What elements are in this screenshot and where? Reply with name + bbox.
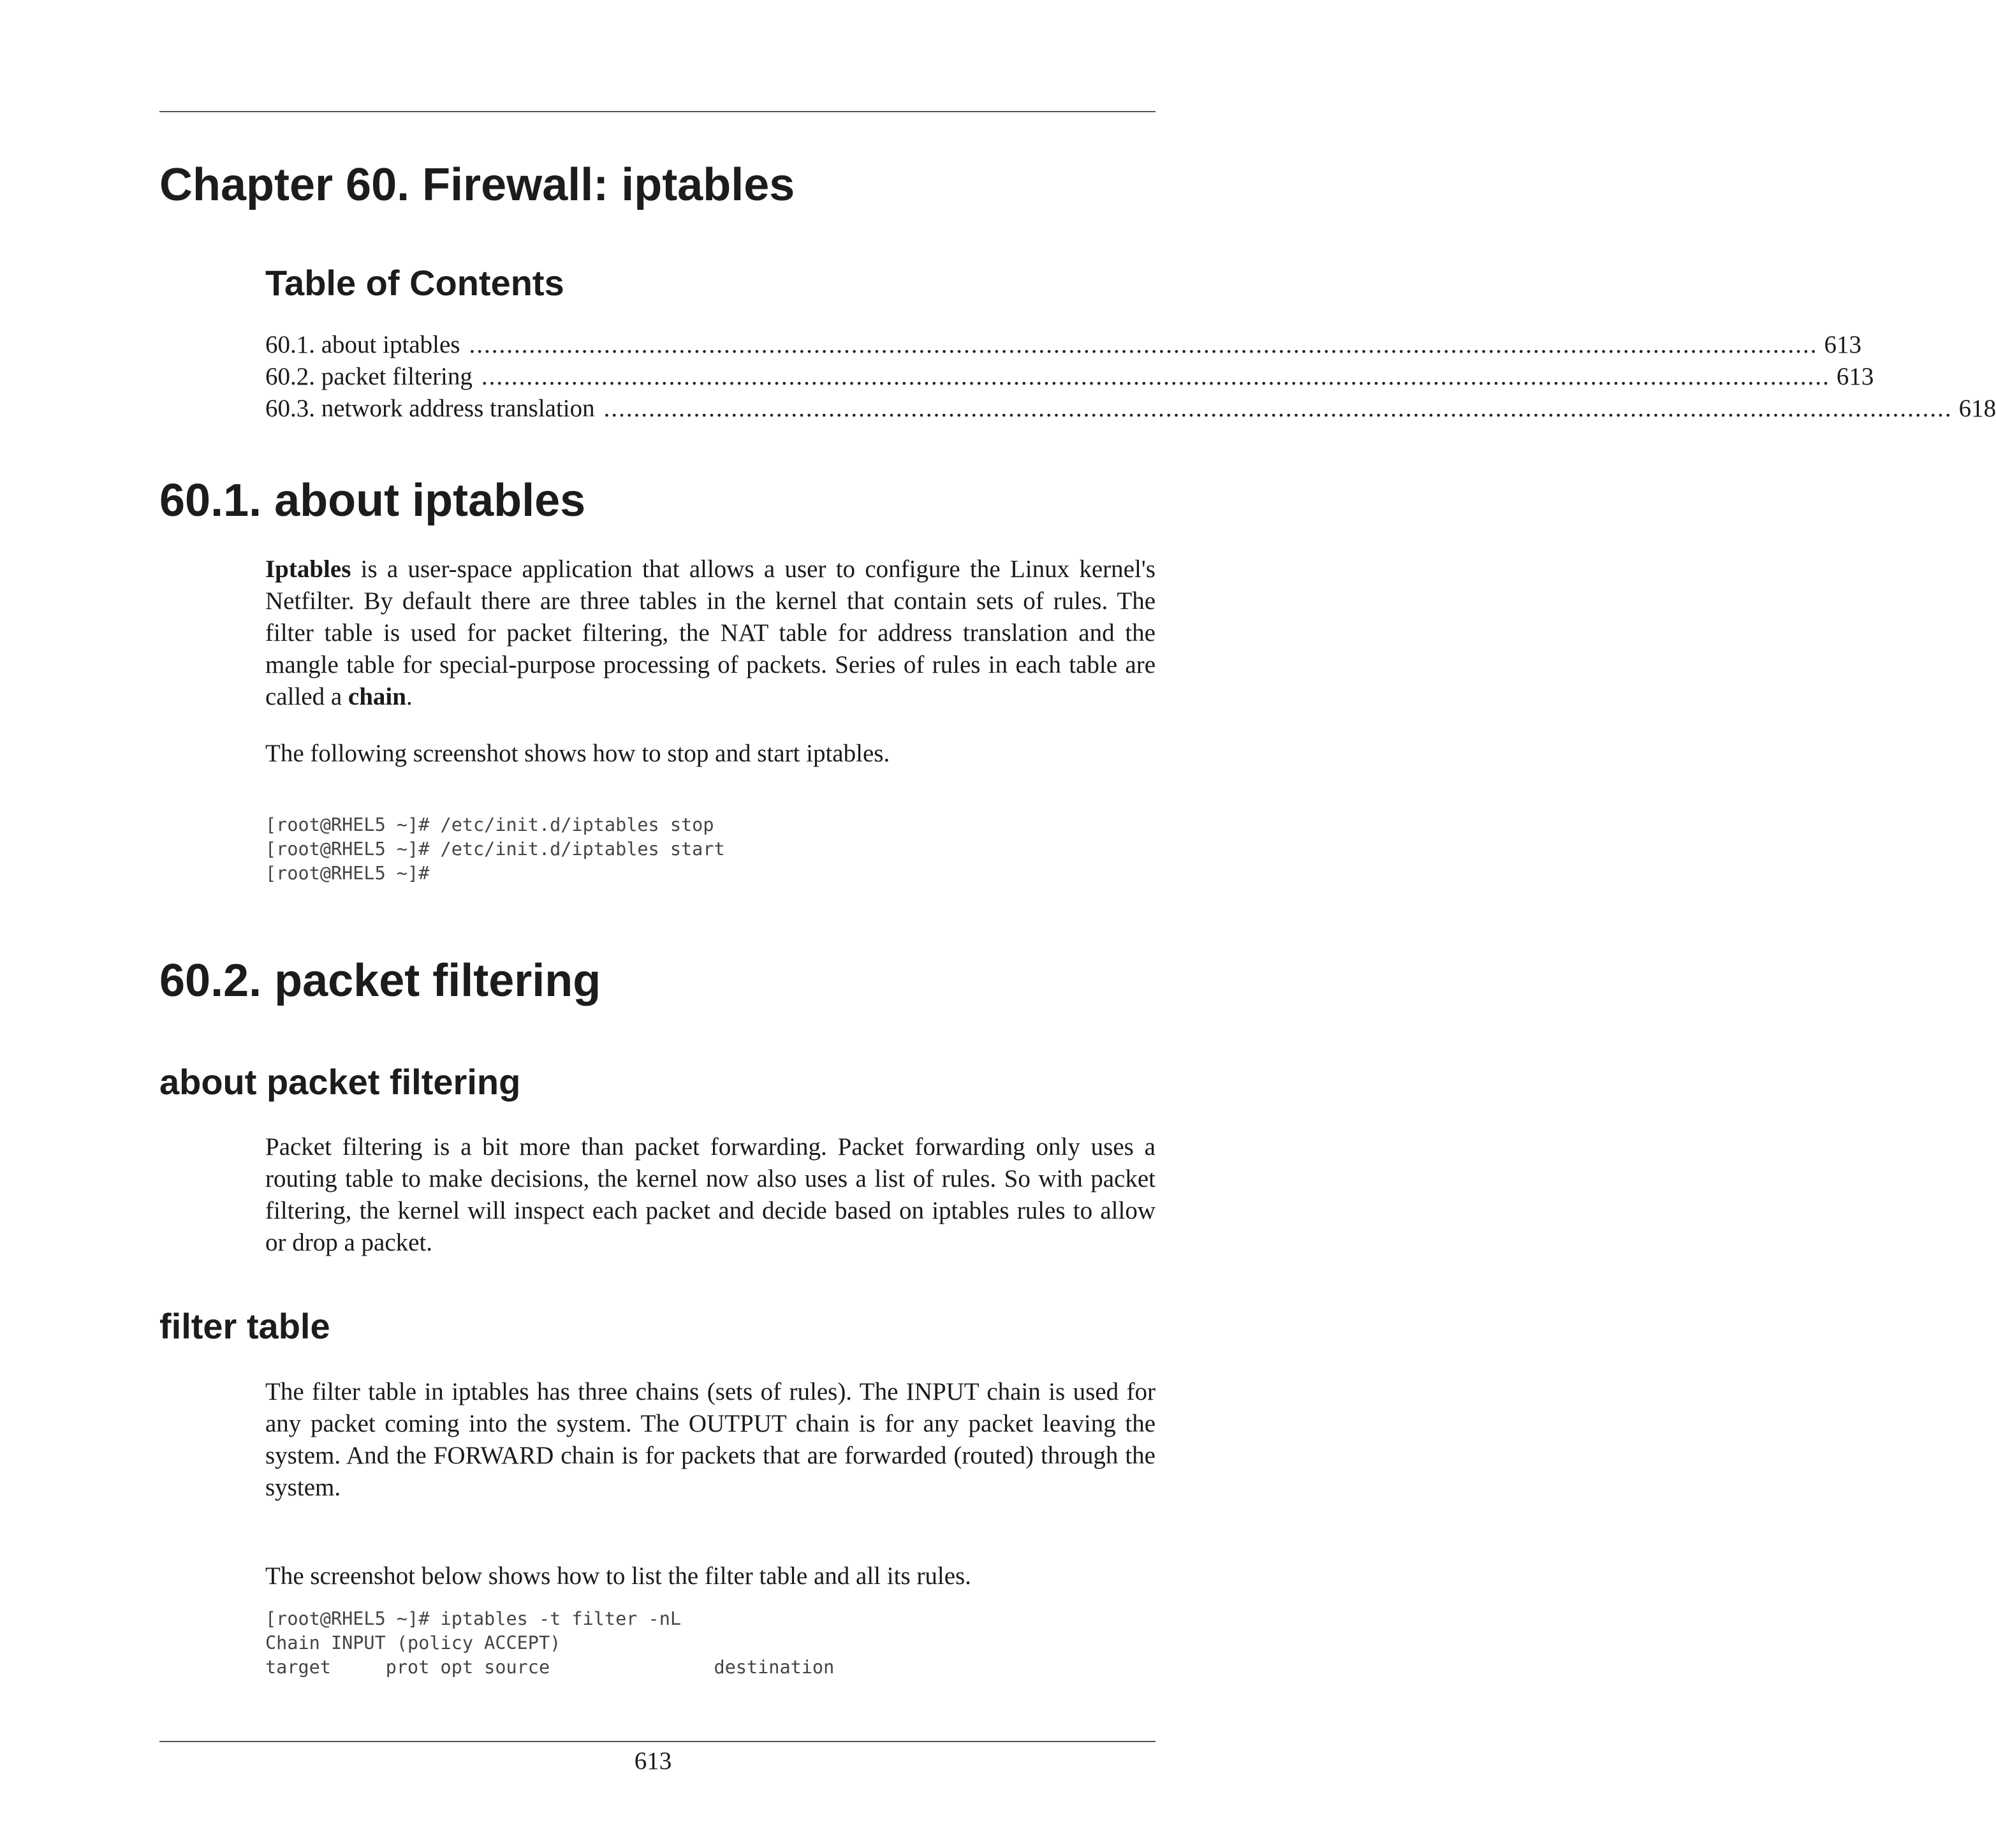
toc-entry-page: 618 — [1958, 395, 1996, 422]
toc-leader-dots: .................................................................................................................................................................................... — [481, 363, 1830, 390]
section-title-about-iptables: 60.1. about iptables — [159, 475, 586, 526]
filter-list-code-block: [root@RHEL5 ~]# iptables -t filter -nL Chain INPUT (policy ACCEPT) target prot opt source destination — [265, 1608, 835, 1678]
chain-bold-term: chain — [348, 683, 406, 710]
toc-entry-label: 60.2. packet filtering — [265, 363, 473, 390]
section-title-packet-filtering: 60.2. packet filtering — [159, 955, 601, 1006]
toc-entry-label: 60.3. network address translation — [265, 395, 595, 422]
page-number: 613 — [634, 1747, 672, 1775]
subsection-title-filter-table: filter table — [159, 1306, 330, 1346]
toc-leader-dots: .................................................................................................................................................................................... — [469, 331, 1818, 358]
start-stop-intro-paragraph: The following screenshot shows how to stop and start iptables. — [265, 740, 890, 767]
table-of-contents — [265, 330, 1996, 426]
toc-entry-page: 613 — [1836, 363, 1874, 390]
subsection-title-about-packet-filtering: about packet filtering — [159, 1062, 521, 1102]
about-iptables-paragraph — [265, 554, 1156, 713]
filter-table-paragraph: The filter table in iptables has three chains (sets of rules). The INPUT chain is used for any packet coming into the system. The OUTPUT chain is for any packet leaving the system. And the FORWARD chain is for packets that are forwarded (routed) through the system. — [265, 1378, 1156, 1501]
toc-leader-dots: .................................................................................................................................................................................... — [603, 395, 1953, 422]
list-filter-intro-paragraph: The screenshot below shows how to list the filter table and all its rules. — [265, 1562, 971, 1590]
toc-entry[interactable] — [265, 362, 1874, 394]
chapter-title: Chapter 60. Firewall: iptables — [159, 159, 795, 210]
footer-rule — [159, 1741, 1156, 1742]
toc-entry-label: 60.1. about iptables — [265, 331, 460, 358]
iptables-bold-term: Iptables — [265, 555, 351, 583]
toc-title: Table of Contents — [265, 263, 564, 303]
header-rule — [159, 111, 1156, 112]
start-stop-code-block: [root@RHEL5 ~]# /etc/init.d/iptables stop [root@RHEL5 ~]# /etc/init.d/iptables start [root@RHEL5 ~]# — [265, 814, 725, 884]
packet-filtering-paragraph: Packet filtering is a bit more than packet forwarding. Packet forwarding only uses a routing table to make decisions, the kernel now also uses a list of rules. So with packet filtering, the kernel will inspect each packet and decide based on iptables rules to allow or drop a packet. — [265, 1133, 1156, 1256]
about-text-part-b: . — [406, 683, 413, 710]
toc-entry[interactable] — [265, 330, 1861, 362]
toc-entry[interactable] — [265, 394, 1996, 426]
toc-entry-page: 613 — [1824, 331, 1861, 358]
about-text-part-a: is a user-space application that allows a user to configure the Linux kernel's Netfilter. By default there are three tables in the kernel that contain sets of rules. The filter table is used for packet filtering, the NAT table for address translation and the mangle table for special-purpose processing of packets. Series of rules in each table are called a — [265, 555, 1156, 710]
